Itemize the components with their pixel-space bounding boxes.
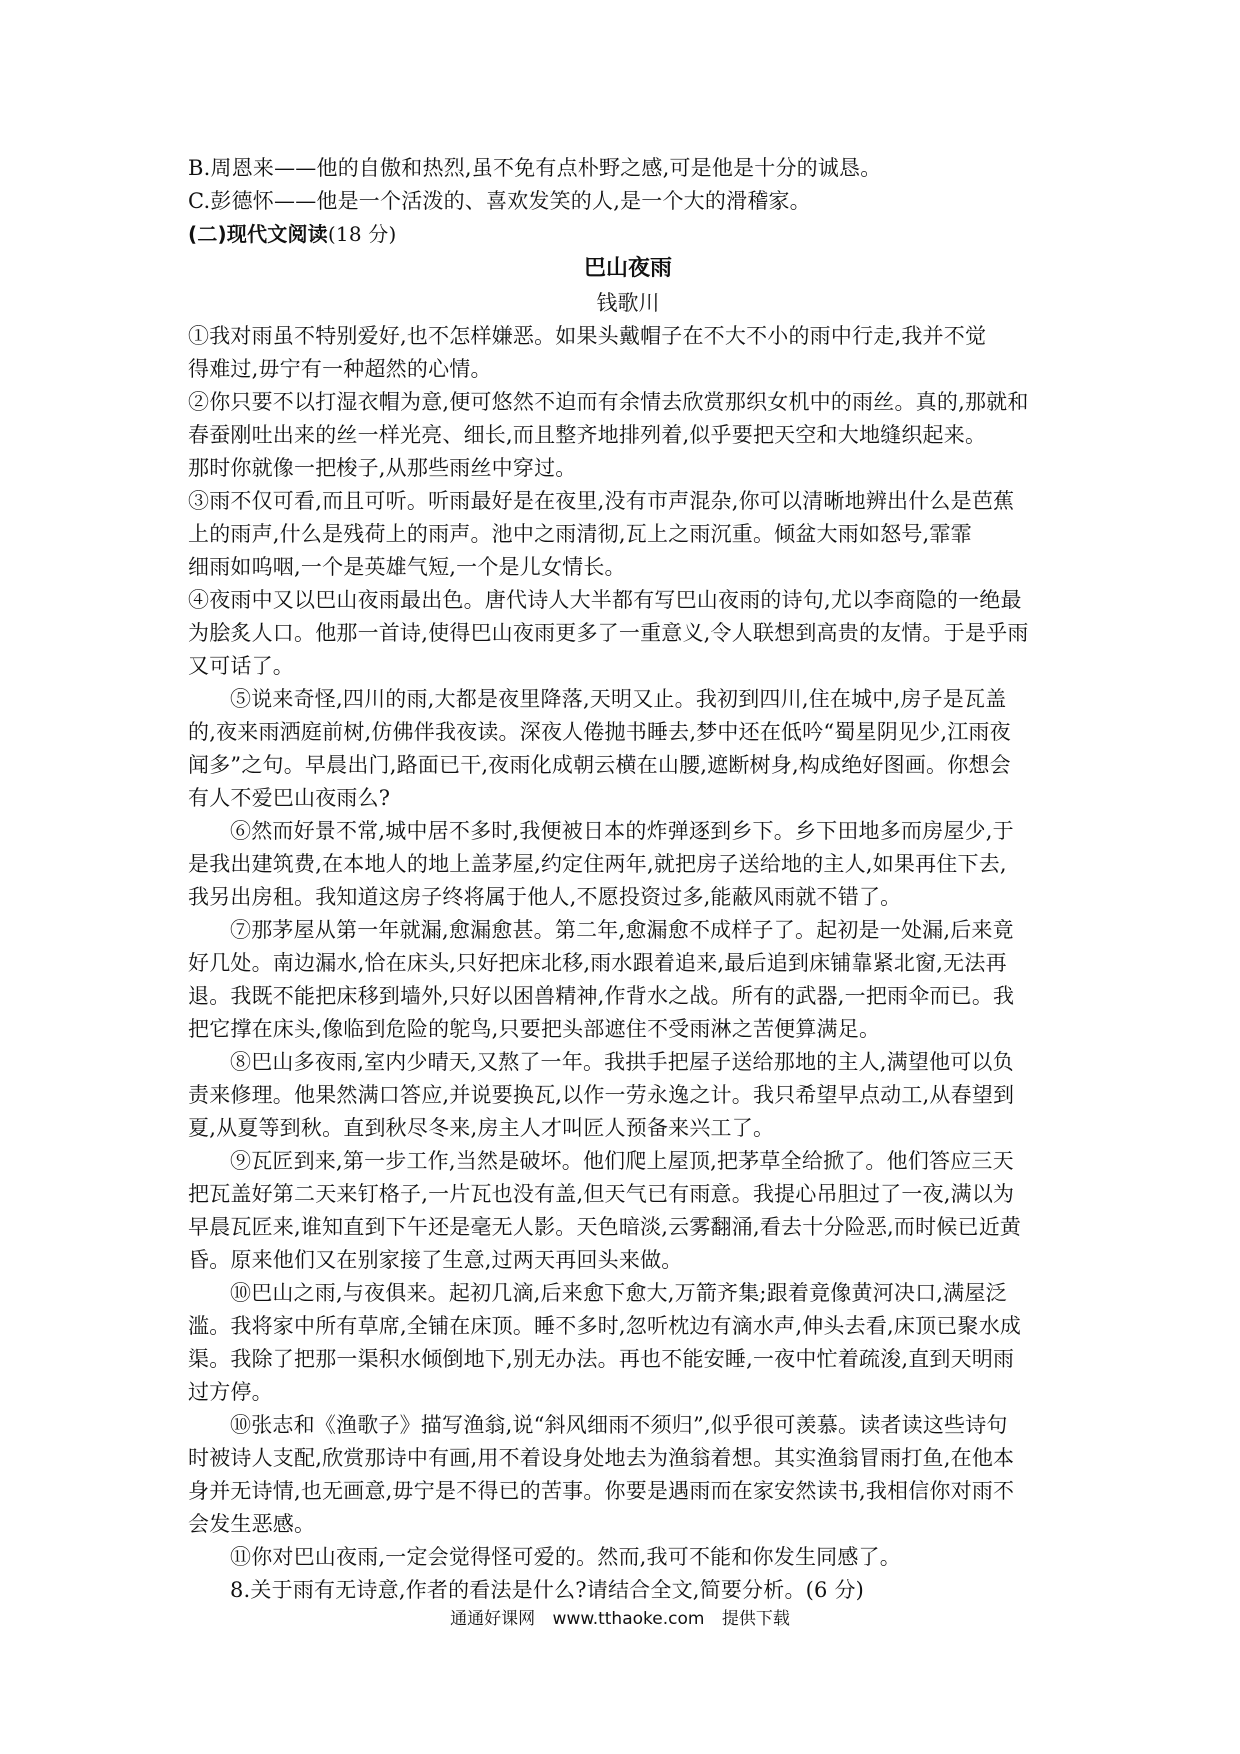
article-line: 春蚕刚吐出来的丝一样光亮、细长,而且整齐地排列着,似乎要把天空和大地缝织起来。 xyxy=(188,423,987,447)
article-line: 细雨如呜咽,一个是英雄气短,一个是儿女情长。 xyxy=(188,555,626,579)
article-line: ③雨不仅可看,而且可听。听雨最好是在夜里,没有市声混杂,你可以清晰地辨出什么是芭蕉 xyxy=(188,489,1015,513)
page-footer xyxy=(0,1604,1240,1629)
article-line: 退。我既不能把床移到墙外,只好以困兽精神,作背水之战。所有的武器,一把雨伞而已。我 xyxy=(188,984,1015,1008)
option-b: B.周恩来——他的自傲和热烈,虽不免有点朴野之感,可是他是十分的诚恳。 xyxy=(188,156,882,180)
article-line: ⑪你对巴山夜雨,一定会觉得怪可爱的。然而,我可不能和你发生同感了。 xyxy=(230,1545,901,1569)
article-line: 的,夜来雨洒庭前树,仿佛伴我夜读。深夜人倦抛书睡去,梦中还在低吟“蜀星阴见少,江雨夜 xyxy=(188,720,1011,744)
article-line: 为脍炙人口。他那一首诗,使得巴山夜雨更多了一重意义,令人联想到高贵的友情。于是乎雨 xyxy=(188,621,1029,645)
section-heading xyxy=(188,218,1068,251)
section-points: (18 分) xyxy=(327,222,397,246)
article-line: 得难过,毋宁有一种超然的心情。 xyxy=(188,357,492,381)
article-line: 责来修理。他果然满口答应,并说要换瓦,以作一劳永逸之计。我只希望早点动工,从春望到 xyxy=(188,1083,1015,1107)
footer-site-name: 通通好课网 xyxy=(450,1609,536,1629)
article-line: ④夜雨中又以巴山夜雨最出色。唐代诗人大半都有写巴山夜雨的诗句,尤以李商隐的一绝最 xyxy=(188,588,1022,612)
section-heading-text: (二)现代文阅读 xyxy=(188,222,328,246)
page-content xyxy=(188,152,1068,1607)
option-c: C.彭德怀——他是一个活泼的、喜欢发笑的人,是一个大的滑稽家。 xyxy=(188,189,811,213)
article-line: ⑤说来奇怪,四川的雨,大都是夜里降落,天明又止。我初到四川,住在城中,房子是瓦盖 xyxy=(230,687,1007,711)
article-line: ⑨瓦匠到来,第一步工作,当然是破坏。他们爬上屋顶,把茅草全给掀了。他们答应三天 xyxy=(230,1149,1014,1173)
article-line: 夏,从夏等到秋。直到秋尽冬来,房主人才叫匠人预备来兴工了。 xyxy=(188,1116,775,1140)
article-line: 早晨瓦匠来,谁知直到下午还是毫无人影。天色暗淡,云雾翻涌,看去十分险恶,而时候已近黄 xyxy=(188,1215,1022,1239)
article-line: 那时你就像一把梭子,从那些雨丝中穿过。 xyxy=(188,456,577,480)
article-title: 巴山夜雨 xyxy=(583,256,672,281)
article-line: 昏。原来他们又在别家接了生意,过两天再回头来做。 xyxy=(188,1248,683,1272)
footer-note: 提供下载 xyxy=(721,1609,790,1629)
article-line: 过方停。 xyxy=(188,1380,273,1404)
article-line: ⑩张志和《渔歌子》描写渔翁,说“斜风细雨不须归”,似乎很可羡慕。读者读这些诗句 xyxy=(230,1413,1008,1437)
article-line: 身并无诗情,也无画意,毋宁是不得已的苦事。你要是遇雨而在家安然读书,我相信你对雨不 xyxy=(188,1479,1015,1503)
article-opening-lines xyxy=(188,320,1068,683)
article-line: 上的雨声,什么是残荷上的雨声。池中之雨清彻,瓦上之雨沉重。倾盆大雨如怒号,霏霏 xyxy=(188,522,972,546)
article-line: 时被诗人支配,欣赏那诗中有画,用不着设身处地去为渔翁着想。其实渔翁冒雨打鱼,在他本 xyxy=(188,1446,1015,1470)
article-line: ⑦那茅屋从第一年就漏,愈漏愈甚。第二年,愈漏愈不成样子了。起初是一处漏,后来竟 xyxy=(230,918,1014,942)
article-line: ⑩巴山之雨,与夜俱来。起初几滴,后来愈下愈大,万箭齐集;跟着竟像黄河决口,满屋泛 xyxy=(230,1281,1007,1305)
article-line: 会发生恶感。 xyxy=(188,1512,316,1536)
article-line: 我另出房租。我知道这房子终将属于他人,不愿投资过多,能蔽风雨就不错了。 xyxy=(188,885,902,909)
article-line: ⑧巴山多夜雨,室内少晴天,又熬了一年。我拱手把屋子送给那地的主人,满望他可以负 xyxy=(230,1050,1014,1074)
article-line: ②你只要不以打湿衣帽为意,便可悠然不迫而有余情去欣赏那织女机中的雨丝。真的,那就和 xyxy=(188,390,1029,414)
article-line: 又可话了。 xyxy=(188,654,294,678)
article-body-lines xyxy=(188,683,1068,1607)
article-line: 是我出建筑费,在本地人的地上盖茅屋,约定住两年,就把房子送给地的主人,如果再住下去, xyxy=(188,852,1007,876)
footer-url[interactable]: www.tthaoke.com xyxy=(552,1609,705,1629)
article-line: 好几处。南边漏水,恰在床头,只好把床北移,雨水跟着追来,最后追到床铺靠紧北窗,无法再 xyxy=(188,951,1007,975)
article-author: 钱歌川 xyxy=(596,291,660,315)
article-line: 有人不爱巴山夜雨么? xyxy=(188,786,391,810)
article-line: ①我对雨虽不特别爱好,也不怎样嫌恶。如果头戴帽子在不大不小的雨中行走,我并不觉 xyxy=(188,324,987,348)
question-8: 8.关于雨有无诗意,作者的看法是什么?请结合全文,简要分析。(6 分) xyxy=(230,1578,865,1602)
article-line: 把瓦盖好第二天来钉格子,一片瓦也没有盖,但天气已有雨意。我提心吊胆过了一夜,满以为 xyxy=(188,1182,1015,1206)
article-line: 闻多”之句。早晨出门,路面已干,夜雨化成朝云横在山腰,遮断树身,构成绝好图画。你想会 xyxy=(188,753,1011,777)
article-line: 把它撑在床头,像临到危险的鸵鸟,只要把头部遮住不受雨淋之苦便算满足。 xyxy=(188,1017,881,1041)
article-line: ⑥然而好景不常,城中居不多时,我便被日本的炸弹逐到乡下。乡下田地多而房屋少,于 xyxy=(230,819,1014,843)
article-line: 渠。我除了把那一渠积水倾倒地下,别无办法。再也不能安睡,一夜中忙着疏浚,直到天明雨 xyxy=(188,1347,1015,1371)
article-line: 滥。我将家中所有草席,全铺在床顶。睡不多时,忽听枕边有滴水声,伸头去看,床顶已聚水成 xyxy=(188,1314,1022,1338)
